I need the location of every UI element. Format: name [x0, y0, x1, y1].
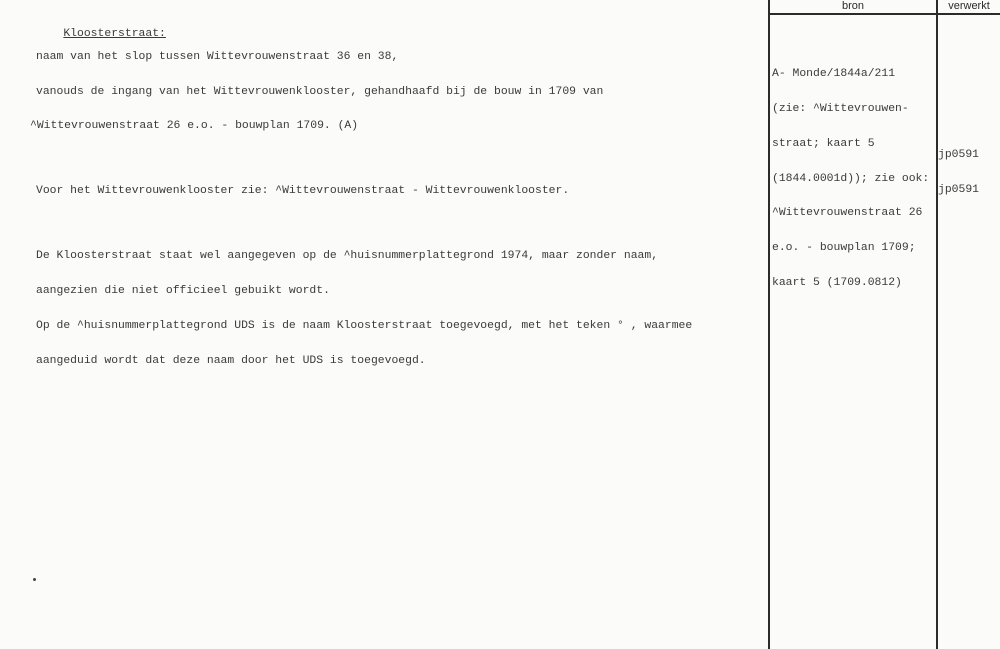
verwerkt-line: jp0591: [938, 183, 980, 196]
header-rule: [768, 13, 1000, 15]
verwerkt-line: jp0591: [938, 149, 980, 162]
bron-line: ^Wittevrouwenstraat 26: [772, 207, 923, 220]
verwerkt-entries: [938, 127, 1000, 220]
entry-line: aangezien die niet officieel gebuikt wordt.: [36, 285, 330, 298]
bron-line: e.o. - bouwplan 1709;: [772, 242, 916, 255]
entry-line: Op de ^huisnummerplattegrond UDS is de naam Kloosterstraat toegevoegd, met het teken ° , waarmee: [36, 319, 693, 332]
stray-mark: [33, 578, 36, 581]
bron-line: (zie: ^Wittevrouwen-: [772, 102, 909, 115]
entry-line: naam van het slop tussen Wittevrouwenstraat 36 en 38,: [36, 50, 399, 63]
bron-column-rule: [768, 0, 770, 649]
bron-column-header: bron: [841, 0, 865, 12]
bron-line: A- Monde/1844a/211: [772, 68, 896, 81]
entry-body: [30, 17, 760, 390]
entry-line: De Kloosterstraat staat wel aangegeven op de ^huisnummerplattegrond 1974, maar zonder naam,: [36, 250, 659, 263]
entry-line: aangeduid wordt dat deze naam door het UDS is toegevoegd.: [36, 354, 426, 367]
entry-line: ^Wittevrouwenstraat 26 e.o. - bouwplan 1709. (A): [30, 120, 359, 133]
paragraph-gap: [30, 221, 760, 228]
verwerkt-column-header: verwerkt: [948, 0, 990, 12]
bron-line: kaart 5 (1709.0812): [772, 276, 902, 289]
paragraph-gap: [30, 156, 760, 163]
entry-line: vanouds de ingang van het Wittevrouwenklooster, gehandhaafd bij de bouw in 1709 van: [36, 85, 604, 98]
entry-title: Kloosterstraat:: [63, 27, 166, 40]
bron-line: (1844.0001d)); zie ook:: [772, 172, 930, 185]
bron-entries: [772, 46, 938, 313]
bron-line: straat; kaart 5: [772, 137, 875, 150]
see-also-line: Voor het Wittevrouwenklooster zie: ^Wittevrouwenstraat - Wittevrouwenklooster.: [36, 185, 570, 198]
